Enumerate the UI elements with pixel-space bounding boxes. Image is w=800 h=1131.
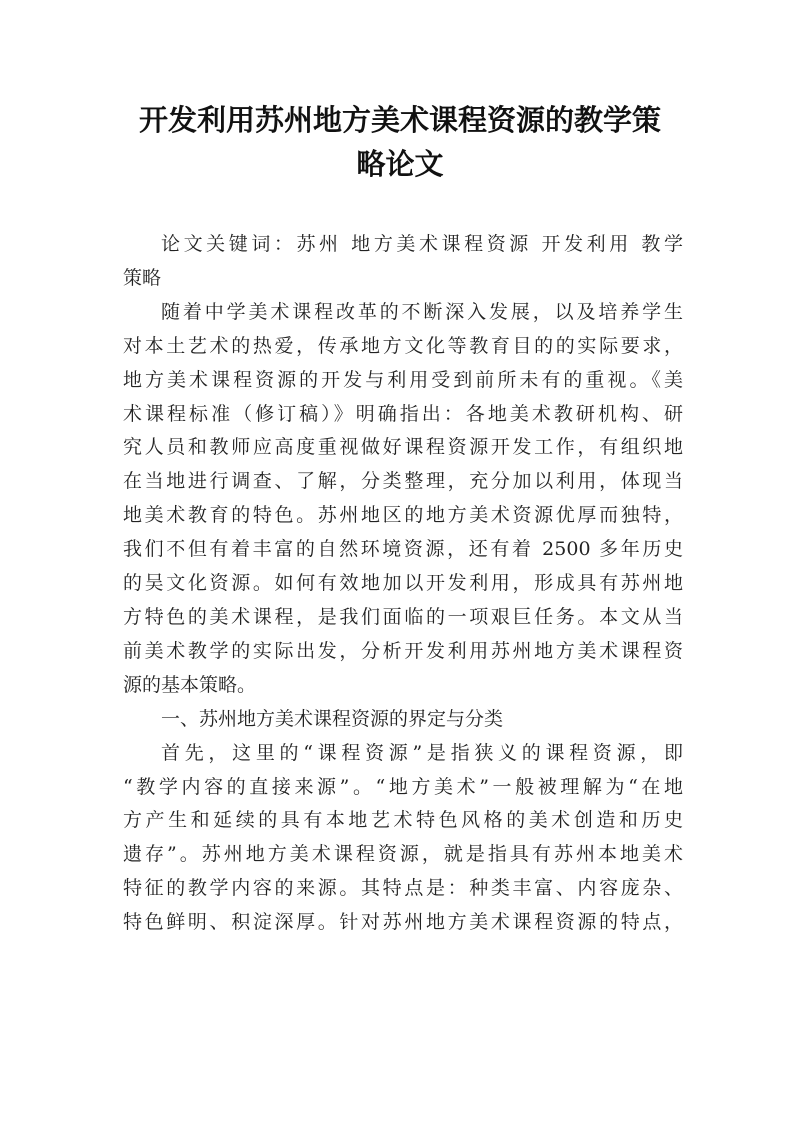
text-line: 遗存”。苏州地方美术课程资源，就是指具有苏州本地美术 [123, 843, 683, 866]
text-line: 地美术教育的特色。苏州地区的地方美术资源优厚而独特， [123, 504, 683, 527]
text-line: “教学内容的直接来源”。“地方美术”一般被理解为“在地 [123, 775, 683, 798]
text-line: 前美术教学的实际出发，分析开发利用苏州地方美术课程资 [123, 639, 683, 662]
title-line-2: 略论文 [356, 147, 444, 181]
text-line: 方特色的美术课程，是我们面临的一项艰巨任务。本文从当 [123, 605, 683, 628]
text-line: 策略 [123, 266, 162, 289]
text-line: 方产生和延续的具有本地艺术特色风格的美术创造和历史 [123, 809, 683, 832]
text-line: 对本土艺术的热爱，传承地方文化等教育目的的实际要求， [123, 334, 683, 357]
document-body [123, 228, 683, 940]
text-line: 究人员和教师应高度重视做好课程资源开发工作，有组织地 [123, 436, 683, 459]
text-line: 在当地进行调查、了解，分类整理，充分加以利用，体现当 [123, 470, 683, 493]
document-title [0, 98, 800, 186]
text-line: 我们不但有着丰富的自然环境资源，还有着 2500 多年历史 [123, 538, 683, 561]
text-line: 特色鲜明、积淀深厚。针对苏州地方美术课程资源的特点， [123, 911, 683, 934]
text-line: 随着中学美术课程改革的不断深入发展，以及培养学生 [161, 300, 683, 323]
text-line: 论文关键词：苏州 地方美术课程资源 开发利用 教学 [161, 233, 683, 255]
text-line: 术课程标准（修订稿）》明确指出：各地美术教研机构、研 [123, 402, 683, 425]
text-line: 的吴文化资源。如何有效地加以开发利用，形成具有苏州地 [123, 572, 683, 595]
text-line: 首先，这里的“课程资源”是指狭义的课程资源，即 [161, 741, 683, 764]
text-line: 源的基本策略。 [123, 673, 257, 696]
text-line: 地方美术课程资源的开发与利用受到前所未有的重视。《美 [123, 368, 683, 391]
text-line: 一、苏州地方美术课程资源的界定与分类 [161, 707, 504, 730]
title-line-1: 开发利用苏州地方美术课程资源的教学策 [138, 103, 661, 137]
text-line: 特征的教学内容的来源。其特点是：种类丰富、内容庞杂、 [123, 877, 683, 900]
